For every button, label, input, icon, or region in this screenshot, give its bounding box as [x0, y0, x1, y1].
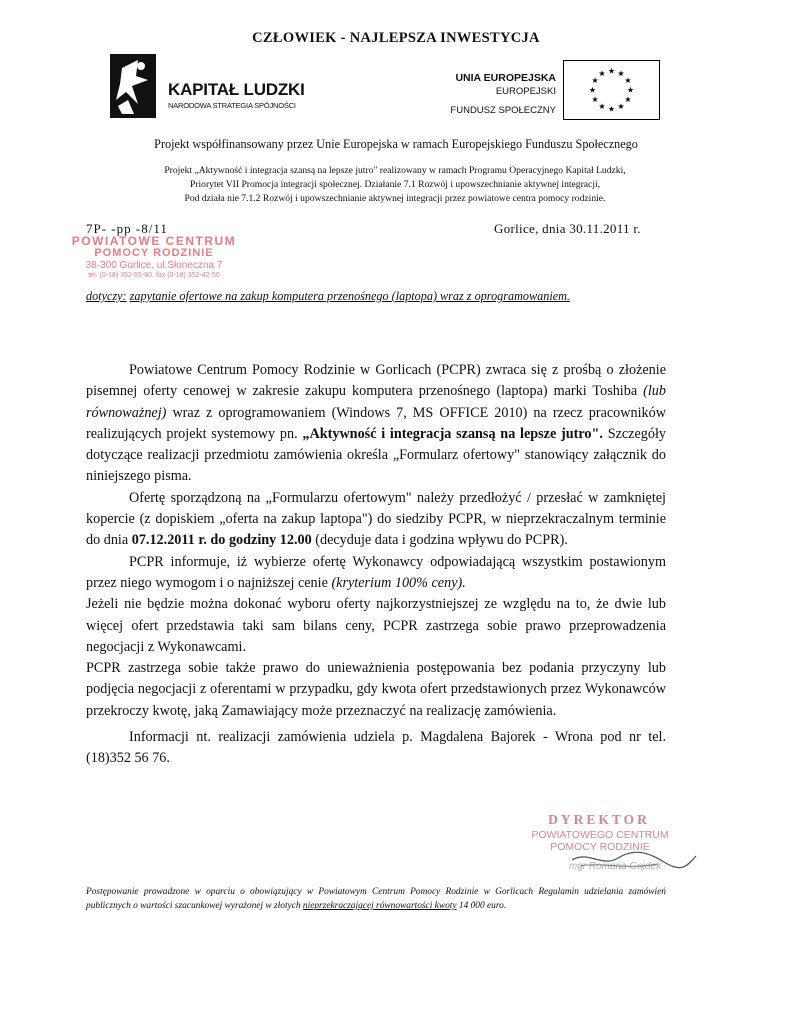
paragraph-6: Informacji nt. realizacji zamówienia udziela p. Magdalena Bajorek - Wrona pod nr tel. (18)352 56 76. [86, 729, 666, 767]
letter-body [86, 360, 666, 770]
eu-star-icon [618, 70, 624, 76]
stamp-line: POMOCY RODZINIE [94, 247, 214, 259]
project-desc-line: Priorytet VII Promocja integracji społecznej. Działanie 7.1 Rozwój i upowszechnianie aktywnej integracji, [189, 179, 601, 190]
header-title: CZŁOWIEK - NAJLEPSZA INWESTYCJA [252, 30, 540, 46]
eu-star-icon [592, 77, 598, 83]
signature-title: DYREKTOR [548, 812, 650, 827]
text-run: PCPR informuje, iż wybierze ofertę Wykonawcy odpowiadającą wszystkim postawionym przez niego wymogom i o najniższej cenie [86, 553, 666, 591]
footnote [86, 886, 666, 914]
eu-line-1: UNIA EUROPEJSKA [455, 72, 556, 84]
footnote-underlined: nieprzekraczającej równowartości kwoty [302, 900, 457, 911]
eu-text-block [420, 72, 556, 116]
paragraph-5: PCPR zastrzega sobie także prawo do unieważnienia postępowania bez podania przyczyny lub podjęcia negocjacji z oferentami w przypadku, gdy kwota ofert przedstawionych przez Wykonawców przekroczy kwotę, jaką Zamawiający może przeznaczyć na realizację zamówienia. [86, 660, 666, 719]
subject-label: dotyczy: [86, 289, 127, 303]
text-run: Powiatowe Centrum Pomocy Rodzinie w Gorlicach (PCPR) zwraca się z prośbą o złożenie pisemnej oferty cenowej w zakresie zakupu komputera przenośnego (laptopa) marki Toshiba [86, 362, 666, 400]
eu-line-2: EUROPEJSKI [495, 86, 556, 97]
eu-star-icon [618, 103, 624, 109]
text-run-italic: (lub równoważnej) [86, 383, 666, 421]
eu-star-icon [625, 96, 631, 102]
eu-star-icon [599, 70, 605, 76]
subject-line [86, 289, 570, 304]
kapital-ludzki-logo [108, 54, 328, 120]
eu-star-icon [592, 96, 598, 102]
project-name-bold: „Aktywność i integracja szansą na lepsze jutro". [302, 425, 603, 442]
project-desc-line: Projekt „Aktywność i integracja szansą na lepsze jutro" realizowany w ramach Programu Operacyjnego Kapitał Ludzki, [164, 165, 626, 176]
project-description [70, 164, 720, 206]
director-signature-stamp [500, 812, 700, 882]
stamp-line: POWIATOWE CENTRUM [71, 234, 237, 248]
kapital-ludzki-subtitle: NARODOWA STRATEGIA SPÓJNOŚCI [168, 101, 296, 110]
kapital-ludzki-name: KAPITAŁ LUDZKI [168, 80, 305, 99]
eu-star-icon [599, 103, 605, 109]
handwritten-signature-icon [568, 846, 698, 874]
footnote-text: 14 000 euro. [456, 900, 507, 911]
date-line: Gorlice, dnia 30.11.2011 r. [494, 221, 641, 236]
cofinancing-note: Projekt współfinansowany przez Unie Europejska w ramach Europejskiego Funduszu Społecznego [154, 137, 638, 151]
reference-number: 7P- -pp -8/11 [86, 221, 168, 236]
deadline-bold: 07.12.2011 r. do godziny 12.00 [131, 532, 312, 549]
eu-line-3: FUNDUSZ SPOŁECZNY [450, 105, 556, 116]
eu-star-icon [627, 87, 633, 93]
paragraph-3 [86, 552, 666, 595]
text-run: wraz z oprogramowaniem (Windows 7, MS OFFICE 2010) na rzecz pracowników realizujących projekt systemowy pn. [86, 404, 666, 442]
signature-line: POWIATOWEGO CENTRUM [531, 829, 669, 841]
eu-star-icon [625, 77, 631, 83]
text-run: (decyduje data i godzina wpływu do PCPR). [311, 532, 568, 549]
footnote-text: Postępowanie prowadzone w oparciu o obowiązujący w Powiatowym Centrum Pomocy Rodzinie w Gorlicach Regulamin udzielania zamówień publicznych o wartości szacunkowej wyrażonej w złotych [86, 887, 666, 911]
eu-flag [563, 60, 660, 120]
subject-text: zapytanie ofertowe na zakup komputera przenośnego (laptopa) wraz z oprogramowaniem. [129, 289, 570, 303]
paragraph-1 [86, 360, 666, 488]
eu-star-icon [608, 106, 614, 112]
eu-stars-icon [564, 61, 659, 119]
signature-line: POMOCY RODZINIE [550, 841, 650, 853]
text-run: Ofertę sporządzoną na „Formularzu ofertowym" należy przedłożyć / przesłać w zamkniętej kopercie (z dopiskiem „oferta na zakup laptopa") do siedziby PCPR, w nieprzekraczalnym terminie do dnia [86, 489, 666, 549]
pcpr-stamp [54, 234, 254, 279]
stamp-line: tel. (0-18) 352-55-60, fax (0-18) 352-42-50 [88, 272, 220, 279]
project-desc-line: Pod działa nie 7.1.2 Rozwój i upowszechnianie aktywnej integracji przez powiatowe centra pomocy rodzinie. [184, 193, 606, 204]
paragraph-4: Jeżeli nie będzie można dokonać wyboru oferty najkorzystniejszej ze względu na to, że dwie lub więcej ofert przedstawia taki sam bilans ceny, PCPR zastrzega sobie prawo przeprowadzenia negocjacji z Wykonawcami. [86, 596, 666, 655]
stamp-line: 38-300 Gorlice, ul.Słoneczna 7 [85, 260, 223, 271]
text-run: Szczegóły dotyczące realizacji przedmiotu zamówienia określa „Formularz ofertowy" stanowiący załącznik do niniejszego pisma. [86, 425, 666, 485]
kapital-ludzki-emblem-icon [108, 54, 158, 118]
eu-star-icon [608, 68, 614, 74]
signature-name: mgr Romana Gojdek [568, 861, 662, 872]
eu-star-icon [589, 87, 595, 93]
text-run-italic: (kryterium 100% ceny). [331, 574, 466, 591]
paragraph-2 [86, 488, 666, 552]
